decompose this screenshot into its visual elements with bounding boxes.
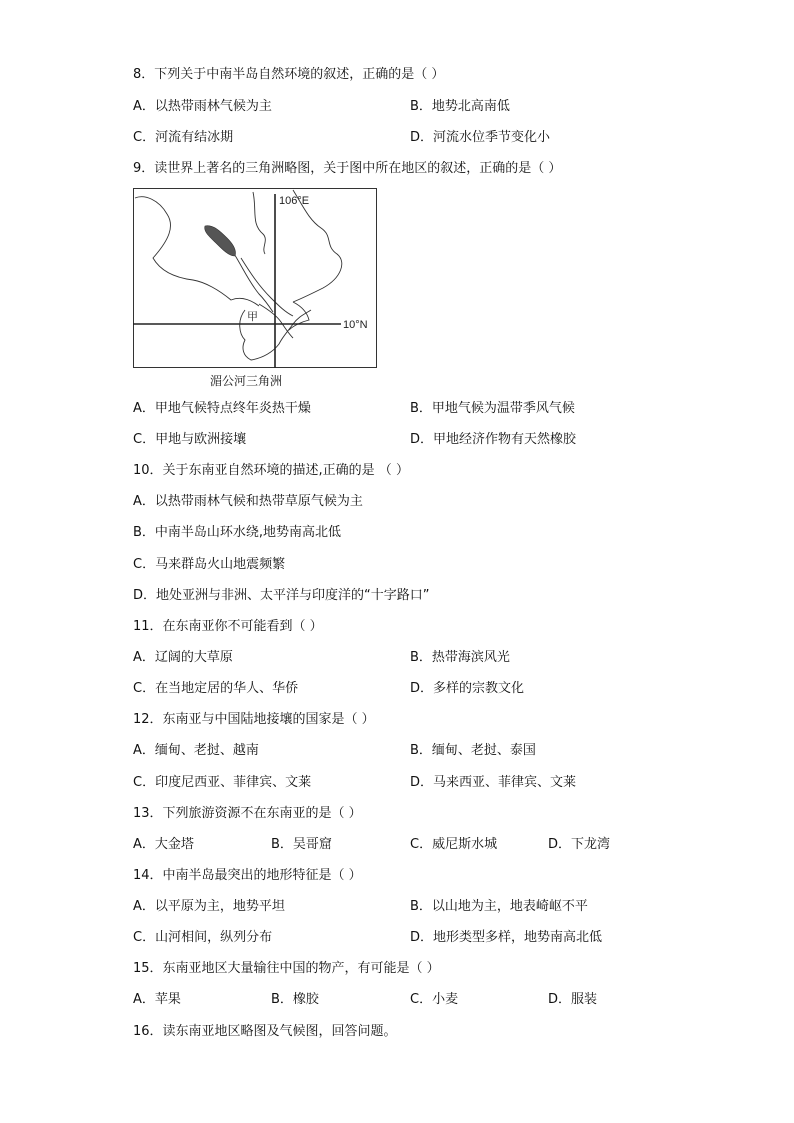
q15-option-c: C．小麦 xyxy=(410,992,459,1007)
question-11-stem: 11．在东南亚你不可能看到（ ） xyxy=(133,619,323,634)
q10-option-a: A．以热带雨林气候和热带草原气候为主 xyxy=(133,494,363,509)
point-jia-label: 甲 xyxy=(247,310,258,323)
question-15-stem: 15．东南亚地区大量输往中国的物产，有可能是（ ） xyxy=(133,961,440,976)
question-12-stem: 12．东南亚与中国陆地接壤的国家是（ ） xyxy=(133,712,375,727)
q8-option-c: C．河流有结冰期 xyxy=(133,130,234,145)
question-9-stem: 9．读世界上著名的三角洲略图，关于图中所在地区的叙述，正确的是（ ） xyxy=(133,161,562,176)
q12-option-b: B．缅甸、老挝、泰国 xyxy=(410,743,536,758)
q8-option-b: B．地势北高南低 xyxy=(410,99,510,114)
q11-option-b: B．热带海滨风光 xyxy=(410,650,510,665)
q14-option-d: D．地形类型多样，地势南高北低 xyxy=(410,930,603,945)
q9-option-a: A．甲地气候特点终年炎热干燥 xyxy=(133,401,311,416)
q12-option-c: C．印度尼西亚、菲律宾、文莱 xyxy=(133,775,312,790)
q11-option-d: D．多样的宗教文化 xyxy=(410,681,525,696)
question-8-stem: 8．下列关于中南半岛自然环境的叙述，正确的是（ ） xyxy=(133,67,445,82)
question-10-stem: 10．关于东南亚自然环境的描述,正确的是 （ ） xyxy=(133,463,409,478)
q14-option-c: C．山河相间，纵列分布 xyxy=(133,930,273,945)
q10-option-c: C．马来群岛火山地震频繁 xyxy=(133,557,286,572)
q15-option-b: B．橡胶 xyxy=(271,992,319,1007)
question-14-stem: 14．中南半岛最突出的地形特征是（ ） xyxy=(133,868,362,883)
q13-option-b: B．吴哥窟 xyxy=(271,837,332,852)
q9-option-d: D．甲地经济作物有天然橡胶 xyxy=(410,432,577,447)
q12-option-a: A．缅甸、老挝、越南 xyxy=(133,743,259,758)
latitude-label: 10°N xyxy=(343,319,368,331)
question-13-stem: 13．下列旅游资源不在东南亚的是（ ） xyxy=(133,806,362,821)
q8-option-a: A．以热带雨林气候为主 xyxy=(133,99,272,114)
mekong-delta-map xyxy=(133,188,377,368)
q13-option-d: D．下龙湾 xyxy=(548,837,611,852)
q14-option-a: A．以平原为主，地势平坦 xyxy=(133,899,285,914)
q15-option-d: D．服装 xyxy=(548,992,598,1007)
q13-option-a: A．大金塔 xyxy=(133,837,194,852)
q15-option-a: A．苹果 xyxy=(133,992,181,1007)
q13-option-c: C．威尼斯水城 xyxy=(410,837,498,852)
q9-option-c: C．甲地与欧洲接壤 xyxy=(133,432,247,447)
q12-option-d: D．马来西亚、菲律宾、文莱 xyxy=(410,775,577,790)
q10-option-d: D．地处亚洲与非洲、太平洋与印度洋的“十字路口” xyxy=(133,588,430,603)
q11-option-a: A．辽阔的大草原 xyxy=(133,650,233,665)
map-figure xyxy=(133,188,377,368)
map-caption: 湄公河三角洲 xyxy=(210,374,283,388)
question-16-stem: 16．读东南亚地区略图及气候图，回答问题。 xyxy=(133,1024,397,1039)
longitude-label: 106°E xyxy=(279,195,310,207)
q14-option-b: B．以山地为主，地表崎岖不平 xyxy=(410,899,588,914)
q11-option-c: C．在当地定居的华人、华侨 xyxy=(133,681,299,696)
q10-option-b: B．中南半岛山环水绕,地势南高北低 xyxy=(133,525,342,540)
q8-option-d: D．河流水位季节变化小 xyxy=(410,130,551,145)
q9-option-b: B．甲地气候为温带季风气候 xyxy=(410,401,575,416)
